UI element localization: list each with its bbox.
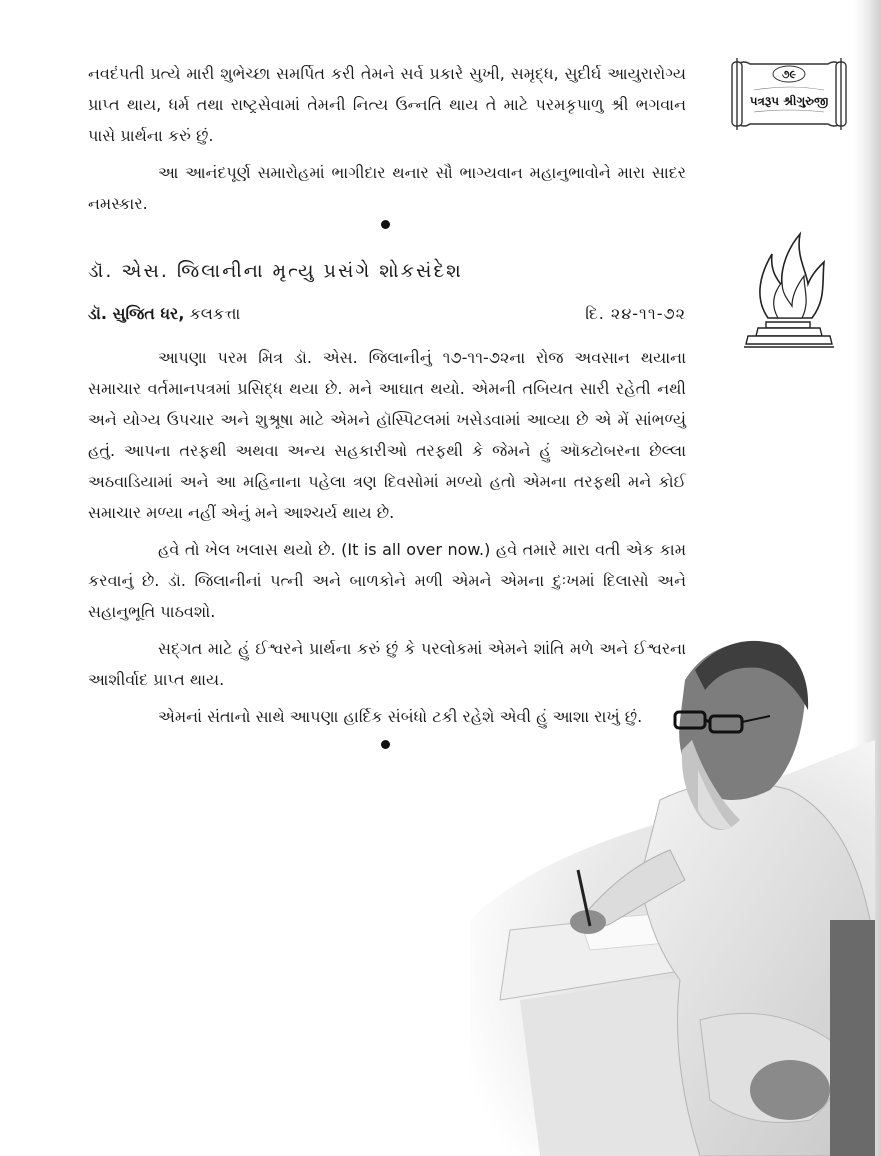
- letter-paragraph-1: આપણા પરમ મિત્ર ડૉ. એસ. જિલાનીનું ૧૭-૧૧-૭૨ના રોજ અવસાન થયાના સમાચાર વર્તમાનપત્રમાં પ્રસિદ્ધ થયા છે. મને આઘાત થયો. એમની તબિયત સારી રહેતી નથી અને યોગ્ય ઉપચાર અને શુશ્રૂષા માટે એમને હૉસ્પિટલમાં ખસેડવામાં આવ્યા છે એ મેં સાંભળ્યું હતું. આપના તરફથી અથવા અન્ય સહકારીઓ તરફથી કે જેમને હું ઑક્ટોબરના છેલ્લા અઠવાડિયામાં અને આ મહિનાના પહેલા ત્રણ દિવસોમાં મળ્યો હતો એમના તરફથી મને કોઈ સમાચાર મળ્યા નહીં એનું મને આશ્ચર્ય થાય છે.: [88, 348, 686, 522]
- intro-paragraph-2: આ આનંદપૂર્ણ સમારોહમાં ભાગીદાર થનાર સૌ ભાગ્યવાન મહાનુભાવોને મારા સાદર નમસ્કાર.: [88, 163, 686, 213]
- scroll-banner-icon: [724, 56, 854, 132]
- author-name: ડૉ. સુજિત ધર,: [88, 304, 185, 323]
- author-place: કલકત્તા: [189, 304, 241, 323]
- section-divider-bullet: [381, 220, 390, 229]
- section-end-bullet: [381, 740, 390, 749]
- letter-date: દિ. ૨૪-૧૧-૭૨: [585, 304, 686, 323]
- letter-paragraph-3: સદ્ગત માટે હું ઈશ્વરને પ્રાર્થના કરું છું કે પરલોકમાં એમને શાંતિ મળે અને ઈશ્વરના આશીર્વાદ પ્રાપ્ત થાય.: [88, 639, 686, 689]
- memorial-flame-icon: [738, 226, 838, 356]
- intro-paragraph-1: નવદંપતી પ્રત્યે મારી શુભેચ્છા સમર્પિત કરી તેમને સર્વ પ્રકારે સુખી, સમૃદ્ધ, સુદીર્ઘ આયુરારોગ્ય પ્રાપ્ત થાય, ધર્મ તથા રાષ્ટ્રસેવામાં તેમની નિત્ય ઉન્નતિ થાય તે માટે પરમકૃપાળુ શ્રી ભગવાન પાસે પ્રાર્થના કરું છું.: [88, 64, 686, 145]
- letter-paragraph-2: હવે તો ખેલ ખલાસ થયો છે. (It is all over now.) હવે તમારે મારા વતી એક કામ કરવાનું છે. ડૉ. જિલાનીનાં પત્ની અને બાળકોને મળી એમને એમના દુઃખમાં દિલાસો અને સહાનુભૂતિ પાઠવશો.: [88, 540, 686, 621]
- running-title: પત્રરૂપ શ્રીગુરુજી: [749, 94, 829, 108]
- author-row: [88, 304, 686, 324]
- writing-portrait-photo: [470, 620, 875, 1156]
- letter-paragraph-4: એમનાં સંતાનો સાથે આપણા હાર્દિક સંબંધો ટકી રહેશે એવી હું આશા રાખું છું.: [158, 707, 643, 726]
- letter-title: ડૉ. એસ. જિલાનીના મૃત્યુ પ્રસંગે શોકસંદેશ: [88, 260, 463, 282]
- intro-section: [88, 58, 686, 219]
- page-number: ૭૯: [781, 68, 797, 81]
